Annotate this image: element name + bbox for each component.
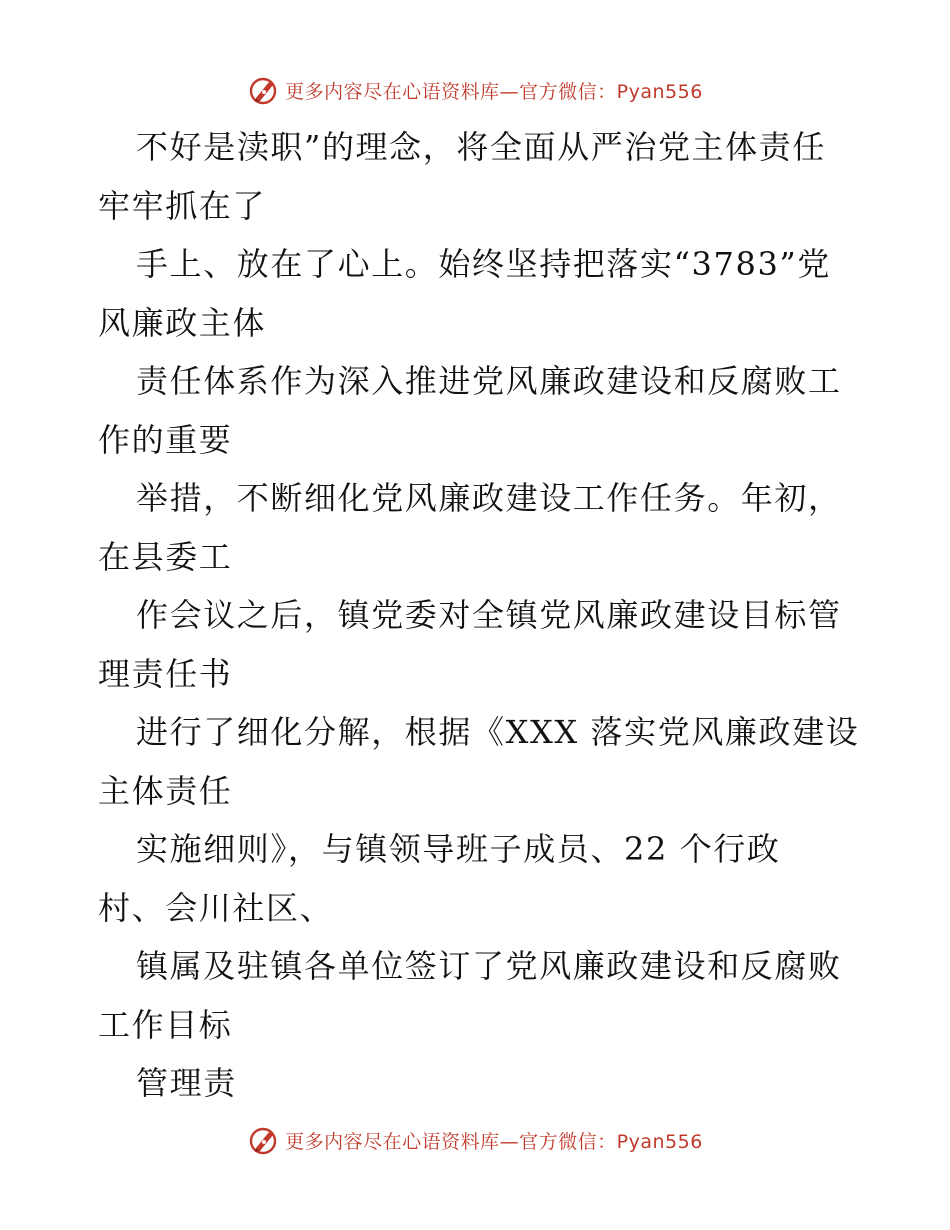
- text-line: 管理责: [136, 1064, 237, 1102]
- text-line: 主体责任: [98, 771, 233, 810]
- text-line: 作会议之后，镇党委对全镇党风廉政建设目标管: [136, 596, 842, 634]
- text-line: 举措，不断细化党风廉政建设工作任务。年初，: [136, 479, 842, 517]
- text-line: 进行了细化分解，根据《XXX 落实党风廉政建设: [136, 713, 860, 751]
- text-line: 理责任书: [98, 654, 233, 693]
- text-line: 手上、放在了心上。始终坚持把落实“3783”党: [136, 245, 831, 283]
- body-text: [98, 118, 858, 1113]
- text-line: 不好是渎职”的理念，将全面从严治党主体责任: [136, 128, 826, 166]
- header-banner-text: 更多内容尽在心语资料库—官方微信：Pyan556: [285, 80, 703, 103]
- footer-banner-text: 更多内容尽在心语资料库—官方微信：Pyan556: [285, 1130, 703, 1153]
- footer-banner-content: [247, 1124, 703, 1156]
- text-line: 在县委工: [98, 537, 233, 576]
- text-line: 实施细则》，与镇领导班子成员、22 个行政: [136, 830, 781, 868]
- header-banner: [0, 70, 950, 110]
- text-line: 镇属及驻镇各单位签订了党风廉政建设和反腐败: [136, 947, 842, 985]
- text-line: 责任体系作为深入推进党风廉政建设和反腐败工: [136, 362, 842, 400]
- pen-logo-icon: [247, 74, 279, 106]
- text-line: 风廉政主体: [98, 303, 267, 342]
- text-line: 作的重要: [98, 420, 233, 459]
- header-banner-content: [247, 74, 703, 106]
- footer-banner: [0, 1120, 950, 1160]
- text-line: 牢牢抓在了: [98, 186, 267, 225]
- text-line: 工作目标: [98, 1005, 233, 1044]
- text-line: 村、会川社区、: [98, 888, 334, 927]
- pen-logo-icon: [247, 1124, 279, 1156]
